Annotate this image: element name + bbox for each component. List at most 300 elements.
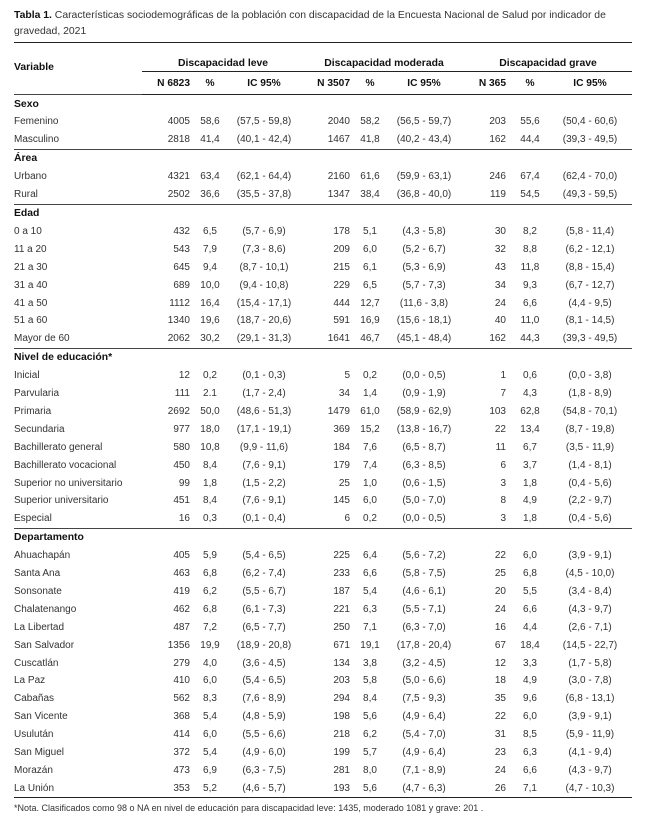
cell-n-leve: 462 — [173, 603, 190, 615]
col-header-pct-moderada: % — [356, 72, 384, 95]
cell-pct-grave: 6,0 — [523, 550, 537, 562]
cell-pct-leve: 1,8 — [203, 477, 217, 489]
cell-ic-moderada: (59,9 - 63,1) — [396, 171, 452, 183]
cell-n-leve: 473 — [173, 764, 190, 776]
cell-n-leve: 580 — [173, 441, 190, 453]
section-header-row — [14, 528, 632, 547]
table-row — [14, 510, 632, 528]
cell-n-grave: 18 — [494, 675, 506, 687]
col-header-n-leve: N 6823 — [142, 72, 196, 95]
cell-ic-grave: (0,0 - 3,8) — [568, 370, 612, 382]
col-header-pct-grave: % — [512, 72, 548, 95]
group-header-grave: Discapacidad grave — [464, 43, 632, 72]
cell-n-moderada: 294 — [333, 693, 350, 705]
cell-n-grave: 22 — [494, 550, 506, 562]
table-row — [14, 672, 632, 690]
cell-n-moderada: 233 — [333, 568, 350, 580]
cell-pct-moderada: 0,2 — [363, 513, 377, 525]
cell-pct-moderada: 8,4 — [363, 693, 377, 705]
cell-n-moderada: 2160 — [327, 171, 350, 183]
cell-pct-moderada: 15,2 — [360, 423, 380, 435]
cell-pct-grave: 18,4 — [520, 639, 540, 651]
cell-ic-grave: (1,7 - 5,8) — [568, 657, 612, 669]
table-row — [14, 654, 632, 672]
cell-n-moderada: 198 — [333, 711, 350, 723]
cell-pct-leve: 19,6 — [200, 315, 220, 327]
cell-ic-leve: (1,5 - 2,2) — [242, 477, 286, 489]
cell-ic-leve: (8,7 - 10,1) — [239, 261, 289, 273]
cell-ic-leve: (7,6 - 9,1) — [242, 495, 286, 507]
cell-variable: Masculino — [14, 134, 60, 146]
cell-n-grave: 22 — [494, 423, 506, 435]
cell-ic-leve: (5,4 - 6,5) — [242, 675, 286, 687]
cell-n-grave: 6 — [500, 459, 506, 471]
table-row — [14, 583, 632, 601]
table-row — [14, 385, 632, 403]
table-row — [14, 708, 632, 726]
cell-ic-leve: (17,1 - 19,1) — [236, 423, 292, 435]
cell-ic-grave: (8,7 - 19,8) — [565, 423, 615, 435]
table-row — [14, 312, 632, 330]
cell-pct-leve: 6,5 — [203, 226, 217, 237]
cell-ic-moderada: (6,3 - 8,5) — [402, 459, 446, 471]
cell-pct-moderada: 19,1 — [360, 639, 380, 651]
cell-n-moderada: 369 — [333, 423, 350, 435]
table-row — [14, 762, 632, 780]
cell-pct-leve: 8,3 — [203, 693, 217, 705]
cell-ic-leve: (0,1 - 0,3) — [242, 370, 286, 382]
cell-pct-grave: 4,9 — [523, 675, 537, 687]
cell-n-moderada: 199 — [333, 747, 350, 759]
cell-pct-leve: 6,9 — [203, 764, 217, 776]
cell-ic-moderada: (5,3 - 6,9) — [402, 261, 446, 273]
cell-n-moderada: 2040 — [327, 116, 350, 128]
cell-pct-moderada: 12,7 — [360, 297, 380, 309]
cell-pct-grave: 67,4 — [520, 171, 540, 183]
cell-pct-moderada: 6,2 — [363, 729, 377, 741]
cell-pct-grave: 6,6 — [523, 603, 537, 615]
cell-ic-leve: (29,1 - 31,3) — [236, 333, 292, 345]
cell-pct-moderada: 6,0 — [363, 495, 377, 507]
cell-pct-grave: 62,8 — [520, 406, 540, 418]
cell-n-leve: 487 — [173, 621, 190, 633]
section-title: Sexo — [14, 95, 632, 114]
cell-n-grave: 35 — [494, 693, 506, 705]
cell-n-grave: 32 — [494, 243, 506, 255]
section-header-row — [14, 149, 632, 168]
cell-n-leve: 645 — [173, 261, 190, 273]
cell-ic-leve: (4,9 - 6,0) — [242, 747, 286, 759]
cell-pct-grave: 13,4 — [520, 423, 540, 435]
cell-pct-leve: 36,6 — [200, 189, 220, 201]
table-row — [14, 330, 632, 348]
cell-pct-leve: 10,0 — [200, 279, 220, 291]
table-row — [14, 113, 632, 131]
cell-pct-moderada: 6,6 — [363, 568, 377, 580]
cell-pct-grave: 8,8 — [523, 243, 537, 255]
cell-ic-leve: (5,5 - 6,6) — [242, 729, 286, 741]
cell-n-leve: 1112 — [169, 297, 190, 309]
cell-pct-moderada: 41,8 — [360, 134, 380, 146]
cell-ic-moderada: (36,8 - 40,0) — [396, 189, 452, 201]
cell-pct-leve: 18,0 — [200, 423, 220, 435]
cell-pct-moderada: 5,8 — [363, 675, 377, 687]
cell-ic-moderada: (4,9 - 6,4) — [402, 747, 446, 759]
cell-n-moderada: 178 — [333, 226, 350, 237]
table-row — [14, 744, 632, 762]
cell-ic-grave: (3,9 - 9,1) — [568, 711, 612, 723]
cell-ic-moderada: (4,6 - 6,1) — [402, 586, 446, 598]
cell-variable: San Vicente — [14, 711, 68, 723]
cell-ic-moderada: (13,8 - 16,7) — [396, 423, 452, 435]
cell-n-grave: 246 — [489, 171, 506, 183]
cell-n-leve: 353 — [142, 779, 196, 797]
cell-ic-moderada: (7,1 - 8,9) — [402, 764, 446, 776]
cell-ic-grave: (5,8 - 11,4) — [565, 226, 615, 237]
cell-ic-leve: (5,4 - 6,5) — [242, 550, 286, 562]
cell-variable: Superior no universitario — [14, 477, 123, 489]
cell-n-grave: 11 — [495, 441, 506, 453]
cell-n-grave: 103 — [489, 406, 506, 418]
cell-ic-leve: (6,5 - 7,7) — [242, 621, 286, 633]
table-row — [14, 367, 632, 385]
cell-n-moderada: 250 — [333, 621, 350, 633]
cell-variable: Chalatenango — [14, 603, 77, 615]
cell-pct-moderada: 61,6 — [360, 171, 380, 183]
cell-n-grave: 43 — [494, 261, 506, 273]
cell-ic-grave: (4,1 - 9,4) — [568, 747, 612, 759]
cell-pct-moderada: 6,5 — [363, 279, 377, 291]
cell-ic-grave: (4,7 - 10,3) — [548, 779, 632, 797]
cell-pct-grave: 6,3 — [523, 747, 537, 759]
cell-variable: Superior universitario — [14, 495, 109, 507]
cell-pct-grave: 0,6 — [523, 370, 537, 382]
cell-pct-leve: 5,4 — [203, 711, 217, 723]
cell-n-grave: 7 — [500, 388, 506, 400]
cell-n-leve: 419 — [173, 586, 190, 598]
cell-pct-moderada: 58,2 — [360, 116, 380, 128]
cell-ic-moderada: (5,0 - 7,0) — [402, 495, 446, 507]
cell-pct-leve: 5,9 — [203, 550, 217, 562]
table-header-groups — [14, 43, 632, 72]
cell-ic-leve: (1,7 - 2,4) — [242, 388, 286, 400]
cell-n-grave: 30 — [494, 226, 506, 237]
cell-n-leve: 4321 — [167, 171, 190, 183]
cell-n-leve: 432 — [173, 226, 190, 237]
cell-n-grave: 22 — [494, 711, 506, 723]
cell-pct-grave: 6,6 — [523, 297, 537, 309]
cell-pct-leve: 6,8 — [203, 603, 217, 615]
cell-n-moderada: 671 — [333, 639, 350, 651]
cell-ic-moderada: (15,6 - 18,1) — [396, 315, 452, 327]
cell-ic-grave: (5,9 - 11,9) — [565, 729, 615, 741]
cell-pct-grave: 9,6 — [523, 693, 537, 705]
cell-pct-leve: 7,9 — [203, 243, 217, 255]
cell-pct-leve: 19,9 — [200, 639, 220, 651]
cell-pct-moderada: 38,4 — [360, 189, 380, 201]
table-row — [14, 276, 632, 294]
cell-pct-leve: 6,8 — [203, 568, 217, 580]
cell-variable: Santa Ana — [14, 568, 61, 580]
cell-ic-grave: (50,4 - 60,6) — [562, 116, 618, 128]
cell-pct-leve: 30,2 — [200, 333, 220, 345]
cell-ic-grave: (3,5 - 11,9) — [565, 441, 615, 453]
cell-ic-moderada: (5,2 - 6,7) — [402, 243, 446, 255]
cell-pct-grave: 11,8 — [520, 261, 540, 273]
cell-pct-moderada: 7,1 — [363, 621, 377, 633]
cell-variable: 11 a 20 — [14, 243, 47, 255]
cell-variable: 51 a 60 — [14, 315, 48, 327]
cell-pct-grave: 8,2 — [523, 226, 537, 237]
cell-variable: Ahuachapán — [14, 550, 71, 562]
cell-ic-moderada: (7,5 - 9,3) — [402, 693, 446, 705]
cell-pct-grave: 54,5 — [520, 189, 540, 201]
cell-pct-grave: 6,6 — [523, 764, 537, 776]
cell-ic-moderada: (56,5 - 59,7) — [396, 116, 452, 128]
cell-ic-leve: (0,1 - 0,4) — [242, 513, 286, 525]
cell-n-moderada: 184 — [333, 441, 350, 453]
cell-n-leve: 99 — [178, 477, 190, 489]
cell-n-leve: 2062 — [167, 333, 190, 345]
cell-variable: San Salvador — [14, 639, 75, 651]
table-caption-label: Tabla 1. — [14, 10, 52, 21]
cell-n-leve: 414 — [173, 729, 190, 741]
cell-ic-grave: (4,3 - 9,7) — [568, 603, 612, 615]
cell-ic-leve: (3,6 - 4,5) — [242, 657, 286, 669]
cell-n-grave: 16 — [494, 621, 506, 633]
cell-ic-grave: (14,5 - 22,7) — [562, 639, 618, 651]
cell-variable: Parvularia — [14, 388, 60, 400]
cell-n-moderada: 6 — [344, 513, 350, 525]
cell-variable: Femenino — [14, 116, 59, 128]
cell-n-grave: 12 — [494, 657, 506, 669]
cell-ic-grave: (54,8 - 70,1) — [562, 406, 618, 418]
cell-pct-leve: 58,6 — [200, 116, 220, 128]
cell-ic-grave: (39,3 - 49,5) — [562, 333, 618, 345]
cell-pct-leve: 6,0 — [203, 729, 217, 741]
cell-ic-leve: (15,4 - 17,1) — [236, 297, 292, 309]
cell-variable: Morazán — [14, 764, 53, 776]
cell-ic-leve: (18,7 - 20,6) — [236, 315, 292, 327]
cell-ic-moderada: (40,2 - 43,4) — [396, 134, 452, 146]
cell-ic-grave: (2,6 - 7,1) — [568, 621, 612, 633]
cell-pct-grave: 6,0 — [523, 711, 537, 723]
cell-n-moderada: 444 — [333, 297, 350, 309]
cell-pct-moderada: 61,0 — [360, 406, 380, 418]
cell-n-leve: 463 — [173, 568, 190, 580]
cell-ic-leve: (35,5 - 37,8) — [236, 189, 292, 201]
table-row — [14, 690, 632, 708]
cell-n-moderada: 145 — [333, 495, 350, 507]
cell-n-grave: 25 — [494, 568, 506, 580]
cell-pct-moderada: 0,2 — [363, 370, 377, 382]
cell-n-grave: 34 — [494, 279, 506, 291]
cell-ic-moderada: (6,5 - 8,7) — [402, 441, 446, 453]
cell-variable: Secundaria — [14, 423, 65, 435]
section-title: Edad — [14, 204, 632, 223]
variable-header: Variable — [14, 62, 54, 73]
cell-ic-moderada: (5,0 - 6,6) — [402, 675, 446, 687]
cell-pct-moderada: 46,7 — [360, 333, 380, 345]
cell-n-leve: 1340 — [167, 315, 190, 327]
cell-ic-grave: (6,7 - 12,7) — [565, 279, 615, 291]
cell-n-moderada: 134 — [333, 657, 350, 669]
cell-ic-moderada: (45,1 - 48,4) — [396, 333, 452, 345]
cell-pct-moderada: 5,7 — [363, 747, 377, 759]
cell-variable: La Paz — [14, 675, 46, 687]
section-header-row — [14, 204, 632, 223]
cell-ic-moderada: (17,8 - 20,4) — [396, 639, 452, 651]
cell-pct-leve: 9,4 — [203, 261, 217, 273]
cell-n-grave: 24 — [494, 603, 506, 615]
cell-pct-grave: 6,8 — [523, 568, 537, 580]
cell-n-grave: 119 — [490, 189, 506, 201]
cell-pct-leve: 8,4 — [203, 459, 217, 471]
table-row — [14, 186, 632, 204]
cell-variable: Urbano — [14, 171, 47, 183]
cell-n-leve: 2502 — [167, 189, 190, 201]
cell-pct-leve: 0,2 — [203, 370, 217, 382]
cell-n-moderada: 1467 — [327, 134, 350, 146]
cell-ic-moderada: (5,5 - 7,1) — [402, 603, 446, 615]
cell-n-leve: 543 — [173, 243, 190, 255]
cell-ic-grave: (1,4 - 8,1) — [568, 459, 612, 471]
section-header-row — [14, 348, 632, 367]
cell-n-grave: 162 — [489, 333, 506, 345]
cell-pct-moderada: 8,0 — [363, 764, 377, 776]
cell-n-leve: 2692 — [167, 406, 190, 418]
cell-pct-moderada: 1,0 — [363, 477, 377, 489]
table-row — [14, 492, 632, 510]
cell-n-moderada: 221 — [333, 603, 350, 615]
cell-variable: 31 a 40 — [14, 279, 48, 291]
cell-n-grave: 1 — [500, 370, 506, 382]
cell-ic-grave: (3,0 - 7,8) — [568, 675, 612, 687]
cell-n-leve: 977 — [173, 423, 190, 435]
cell-pct-grave: 6,7 — [523, 441, 537, 453]
cell-variable: Especial — [14, 513, 52, 525]
cell-pct-moderada: 6,0 — [363, 243, 377, 255]
cell-variable: Primaria — [14, 406, 52, 418]
cell-variable: Sonsonate — [14, 586, 62, 598]
cell-pct-moderada: 16,9 — [360, 315, 380, 327]
cell-ic-grave: (4,5 - 10,0) — [565, 568, 615, 580]
cell-n-moderada: 281 — [333, 764, 350, 776]
cell-ic-moderada: (0,0 - 0,5) — [402, 513, 446, 525]
cell-n-leve: 16 — [178, 513, 190, 525]
cell-ic-moderada: (58,9 - 62,9) — [396, 406, 452, 418]
section-title: Nivel de educación* — [14, 348, 632, 367]
cell-pct-leve: 8,4 — [203, 495, 217, 507]
cell-ic-leve: (40,1 - 42,4) — [236, 134, 292, 146]
cell-n-leve: 1356 — [167, 639, 190, 651]
cell-pct-leve: 5,4 — [203, 747, 217, 759]
cell-n-moderada: 187 — [333, 586, 350, 598]
cell-n-leve: 405 — [173, 550, 190, 562]
cell-ic-grave: (4,4 - 9,5) — [568, 297, 612, 309]
cell-n-moderada: 193 — [304, 779, 356, 797]
cell-variable: San Miguel — [14, 747, 65, 759]
cell-n-moderada: 34 — [338, 388, 350, 400]
cell-n-leve: 689 — [173, 279, 190, 291]
cell-n-leve: 279 — [173, 657, 190, 669]
cell-n-grave: 3 — [500, 513, 506, 525]
cell-n-moderada: 203 — [333, 675, 350, 687]
cell-n-grave: 40 — [494, 315, 506, 327]
cell-n-moderada: 1479 — [327, 406, 350, 418]
cell-ic-moderada: (5,7 - 7,3) — [402, 279, 446, 291]
cell-pct-grave: 55,6 — [520, 116, 540, 128]
cell-ic-moderada: (0,0 - 0,5) — [402, 370, 446, 382]
cell-pct-grave: 3,3 — [523, 657, 537, 669]
table-row — [14, 618, 632, 636]
cell-pct-grave: 44,3 — [520, 333, 540, 345]
cell-ic-grave: (0,4 - 5,6) — [568, 513, 612, 525]
cell-n-leve: 12 — [178, 370, 190, 382]
cell-pct-grave: 1,8 — [523, 477, 537, 489]
table-row — [14, 474, 632, 492]
cell-pct-moderada: 1,4 — [363, 388, 377, 400]
cell-variable: Mayor de 60 — [14, 333, 70, 345]
cell-n-moderada: 209 — [333, 243, 350, 255]
cell-n-leve: 2818 — [167, 134, 190, 146]
cell-pct-moderada: 6,3 — [363, 603, 377, 615]
cell-ic-leve: (6,3 - 7,5) — [242, 764, 286, 776]
cell-n-grave: 3 — [500, 477, 506, 489]
cell-variable: La Unión — [14, 779, 142, 797]
table-row — [14, 223, 632, 241]
table-row — [14, 547, 632, 565]
cell-pct-moderada: 3,8 — [363, 657, 377, 669]
cell-ic-leve: (7,6 - 9,1) — [242, 459, 286, 471]
cell-ic-moderada: (4,7 - 6,3) — [384, 779, 464, 797]
col-header-ic-leve: IC 95% — [224, 72, 304, 95]
cell-n-moderada: 591 — [333, 315, 350, 327]
table-row — [14, 636, 632, 654]
cell-pct-moderada: 7,4 — [363, 459, 377, 471]
cell-variable: Bachillerato general — [14, 441, 103, 453]
table-row — [14, 726, 632, 744]
col-header-n-moderada: N 3507 — [304, 72, 356, 95]
cell-n-moderada: 1347 — [327, 189, 350, 201]
cell-ic-leve: (62,1 - 64,4) — [236, 171, 292, 183]
cell-ic-grave: (8,1 - 14,5) — [565, 315, 615, 327]
cell-n-moderada: 5 — [344, 370, 350, 382]
cell-n-grave: 26 — [464, 779, 512, 797]
cell-ic-leve: (7,6 - 8,9) — [242, 693, 286, 705]
table-row — [14, 600, 632, 618]
cell-n-leve: 372 — [173, 747, 190, 759]
cell-pct-leve: 6,0 — [203, 675, 217, 687]
col-header-ic-moderada: IC 95% — [384, 72, 464, 95]
cell-variable: 41 a 50 — [14, 297, 48, 309]
cell-pct-grave: 4,9 — [523, 495, 537, 507]
cell-ic-grave: (4,3 - 9,7) — [568, 764, 612, 776]
cell-n-leve: 450 — [173, 459, 190, 471]
cell-ic-leve: (6,1 - 7,3) — [242, 603, 286, 615]
cell-pct-moderada: 6,4 — [363, 550, 377, 562]
cell-ic-leve: (5,7 - 6,9) — [242, 226, 286, 237]
cell-ic-grave: (62,4 - 70,0) — [562, 171, 618, 183]
cell-ic-moderada: (0,6 - 1,5) — [402, 477, 446, 489]
cell-ic-grave: (1,8 - 8,9) — [568, 388, 612, 400]
cell-ic-moderada: (11,6 - 3,8) — [399, 297, 449, 309]
cell-ic-grave: (3,4 - 8,4) — [568, 586, 612, 598]
cell-pct-moderada: 5,6 — [363, 711, 377, 723]
cell-pct-grave: 5,5 — [523, 586, 537, 598]
cell-pct-grave: 4,4 — [523, 621, 537, 633]
table-footnote: *Nota. Clasificados como 98 o NA en nivel de educación para discapacidad leve: 1435, moderado 1081 y grave: 201 . — [14, 803, 484, 813]
